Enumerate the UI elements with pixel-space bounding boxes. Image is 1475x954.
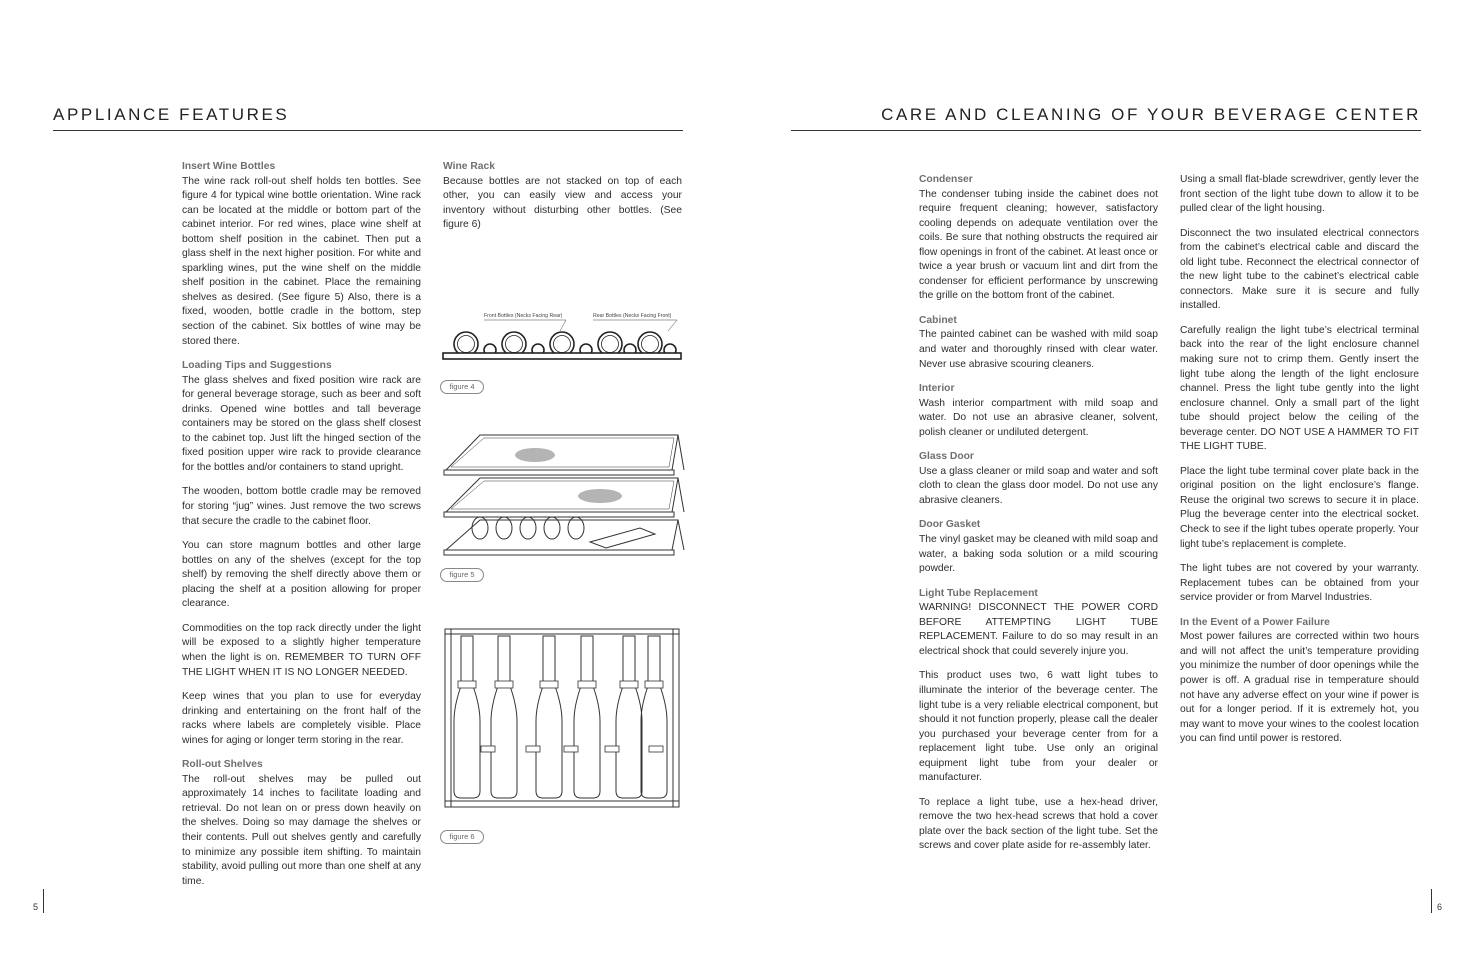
heading-door-gasket: Door Gasket (919, 519, 981, 531)
heading-glass-door: Glass Door (919, 451, 974, 463)
section-cabinet (919, 314, 1158, 372)
left-page-marker (43, 889, 44, 913)
heading-loading-tips: Loading Tips and Suggestions (182, 360, 332, 372)
text-light-tube-5: Disconnect the two insulated electrical connectors from the cabinet’s electrical cable and discard the old light tube. Reconnect the electrical connector of the new light tube to the cabinet’s electrical cable connectors. Make sure it is secure and fully installed. (1180, 227, 1419, 312)
right-column-1 (919, 173, 1158, 864)
right-title-rule (791, 130, 1421, 131)
text-loading-tips-5: Keep wines that you plan to use for everyday drinking and entertaining on the front half of the racks where labels are completely visible. Place wines for aging or longer term storing in the rear. (182, 691, 421, 746)
text-power-failure: Most power failures are corrected within two hours and will not affect the unit’s temperature providing you minimize the number of door openings while the power is off. A gradual rise in temperature should not have any adverse effect on your wine if power is out for a longer period. If it is extremely hot, you may want to move your wines to the coolest location you can find until power is restored. (1180, 631, 1419, 745)
section-interior (919, 382, 1158, 440)
heading-wine-rack: Wine Rack (443, 161, 495, 172)
text-wine-rack: Because bottles are not stacked on top of each other, you can easily view and access your inventory without disturbing other bottles. (See figure 6) (443, 175, 682, 231)
text-rollout-shelves: The roll-out shelves may be pulled out approximately 14 inches to facilitate loading and retrieval. Do not lean on or press down heavily on the shelves. Doing so may damage the shelves or their contents. Pull out shelves gently and carefully to minimize any possible item shifting. To maintain stability, avoid pulling out more than one shelf at any time. (182, 773, 421, 887)
left-page-title: APPLIANCE FEATURES (53, 105, 290, 124)
heading-power-failure: In the Event of a Power Failure (1180, 616, 1330, 628)
right-page-marker (1431, 889, 1432, 913)
right-page-title: CARE AND CLEANING OF YOUR BEVERAGE CENTER (881, 105, 1421, 124)
heading-cabinet: Cabinet (919, 314, 957, 326)
figure-5-illustration (440, 430, 685, 560)
section-glass-door (919, 450, 1158, 508)
text-loading-tips-4: Commodities on the top rack directly under the light will be exposed to a slightly higher temperature when the light is on. REMEMBER TO TURN OFF THE LIGHT WHEN IT IS NO LONGER NEEDED. (182, 622, 421, 678)
heading-insert-wine-bottles: Insert Wine Bottles (182, 161, 276, 172)
left-column-1 (182, 160, 421, 899)
section-power-failure (1180, 616, 1419, 747)
text-loading-tips-3: You can store magnum bottles and other large bottles on any of the shelves (except for the top shelf) by removing the shelf directly above them or placing the shelf at a position allowing for proper clearance. (182, 540, 421, 610)
text-insert-wine-bottles: The wine rack roll-out shelf holds ten bottles. See figure 4 for typical wine bottle orientation. Wine rack can be located at the middle or bottom part of the cabinet interior. For red wines, place wine shelf at bottom shelf position in the cabinet. Then put a glass shelf in the next higher position. For white and sparkling wines, put the wine shelf on the middle shelf position in the cabinet. Place the remaining shelves as desired. (See figure 5) Also, there is a fixed, wooden, bottle cradle in the bottom, step section of the cabinet. Six bottles of wine may be stored there. (182, 175, 421, 347)
text-glass-door: Use a glass cleaner or mild soap and water and soft cloth to clean the glass door model. Do not use any abrasive cleaners. (919, 465, 1158, 506)
text-door-gasket: The vinyl gasket may be cleaned with mild soap and water, a baking soda solution or a mild scouring powder. (919, 534, 1158, 575)
text-cabinet: The painted cabinet can be washed with mild soap and water and thoroughly rinsed with clear water. Never use abrasive scouring cleaners. (919, 329, 1158, 370)
left-column-2 (443, 160, 682, 243)
text-condenser: The condenser tubing inside the cabinet does not require frequent cleaning; however, satisfactory cooling depends on adequate ventilation over the coils. Be sure that nothing obstructs the required air flow openings in front of the cabinet. At least once or twice a year brush or vacuum lint and dirt from the condenser for efficient performance by unscrewing the grille on the bottom front of the cabinet. (919, 188, 1158, 302)
left-page-number: 5 (33, 902, 39, 912)
figure-6-label: figure 6 (440, 830, 484, 844)
left-title-rule (53, 130, 683, 131)
section-insert-wine-bottles (182, 160, 421, 349)
figure-4-illustration (440, 305, 685, 365)
heading-light-tube: Light Tube Replacement (919, 587, 1038, 599)
figure-4-caption-rear: Rear Bottles (Necks Facing Front) (593, 313, 672, 319)
section-condenser (919, 173, 1158, 304)
figure-6-illustration (443, 626, 683, 811)
right-page-number: 6 (1437, 902, 1443, 912)
text-light-tube-6: Carefully realign the light tube’s electrical terminal back into the rear of the light enclosure channel making sure not to crimp them. Gently insert the light tube along the length of the light enclosure channel. Press the light tube gently into the light enclosure channel. Only a small part of the light tube should project below the ceiling of the beverage center. DO NOT USE A HAMMER TO FIT THE LIGHT TUBE. (1180, 324, 1419, 453)
right-column-2 (1180, 173, 1419, 757)
text-light-tube-4: Using a small flat-blade screwdriver, gently lever the front section of the light tube down to allow it to be pulled clear of the light housing. (1180, 174, 1419, 215)
text-light-tube-2: This product uses two, 6 watt light tubes to illuminate the interior of the beverage center. The light tube is a very reliable electrical component, but should it not function properly, please call the dealer you purchased your beverage center from for a replacement light tube. Use only an original equipment light tube from your dealer or manufacturer. (919, 670, 1158, 784)
section-light-tube (919, 587, 1158, 854)
text-interior: Wash interior compartment with mild soap and water. Do not use an abrasive cleaner, solvent, polish cleaner or undiluted detergent. (919, 397, 1158, 438)
section-loading-tips (182, 359, 421, 748)
text-light-tube-1: WARNING! DISCONNECT THE POWER CORD BEFORE ATTEMPTING LIGHT TUBE REPLACEMENT. Failure to do so may result in an electrical shock that could severely injure you. (919, 602, 1158, 657)
text-light-tube-3: To replace a light tube, use a hex-head driver, remove the two hex-head screws that hold a cover plate over the back section of the light tube. Set the screws and cover plate aside for re-assembly later. (919, 796, 1158, 852)
heading-interior: Interior (919, 383, 955, 395)
section-door-gasket (919, 518, 1158, 576)
figure-5-label: figure 5 (440, 568, 484, 582)
text-loading-tips-1: The glass shelves and fixed position wire rack are for general beverage storage, such as beer and soft drinks. Opened wine bottles and tall beverage containers may be stored on the glass shelf closest to the cabinet top. Just lift the hinged section of the fixed position upper wire rack to provide clearance for the bottles and/or containers to stand upright. (182, 374, 421, 473)
heading-rollout-shelves: Roll-out Shelves (182, 759, 263, 771)
heading-condenser: Condenser (919, 174, 973, 185)
figure-4-caption-front: Front Bottles (Necks Facing Rear) (484, 313, 563, 319)
text-light-tube-8: The light tubes are not covered by your warranty. Replacement tubes can be obtained from your service provider or from Marvel Industries. (1180, 563, 1419, 604)
section-rollout-shelves (182, 758, 421, 889)
figure-4-label: figure 4 (440, 380, 484, 394)
text-light-tube-7: Place the light tube terminal cover plate back in the original position on the light enclosure’s flange. Reuse the original two screws to secure it in place. Plug the beverage center into the electrical socket. Check to see if the light tubes operate properly. Your light tube’s replacement is complete. (1180, 465, 1419, 550)
text-loading-tips-2: The wooden, bottom bottle cradle may be removed for storing “jug” wines. Just remove the two screws that secure the cradle to the cabinet floor. (182, 486, 421, 527)
